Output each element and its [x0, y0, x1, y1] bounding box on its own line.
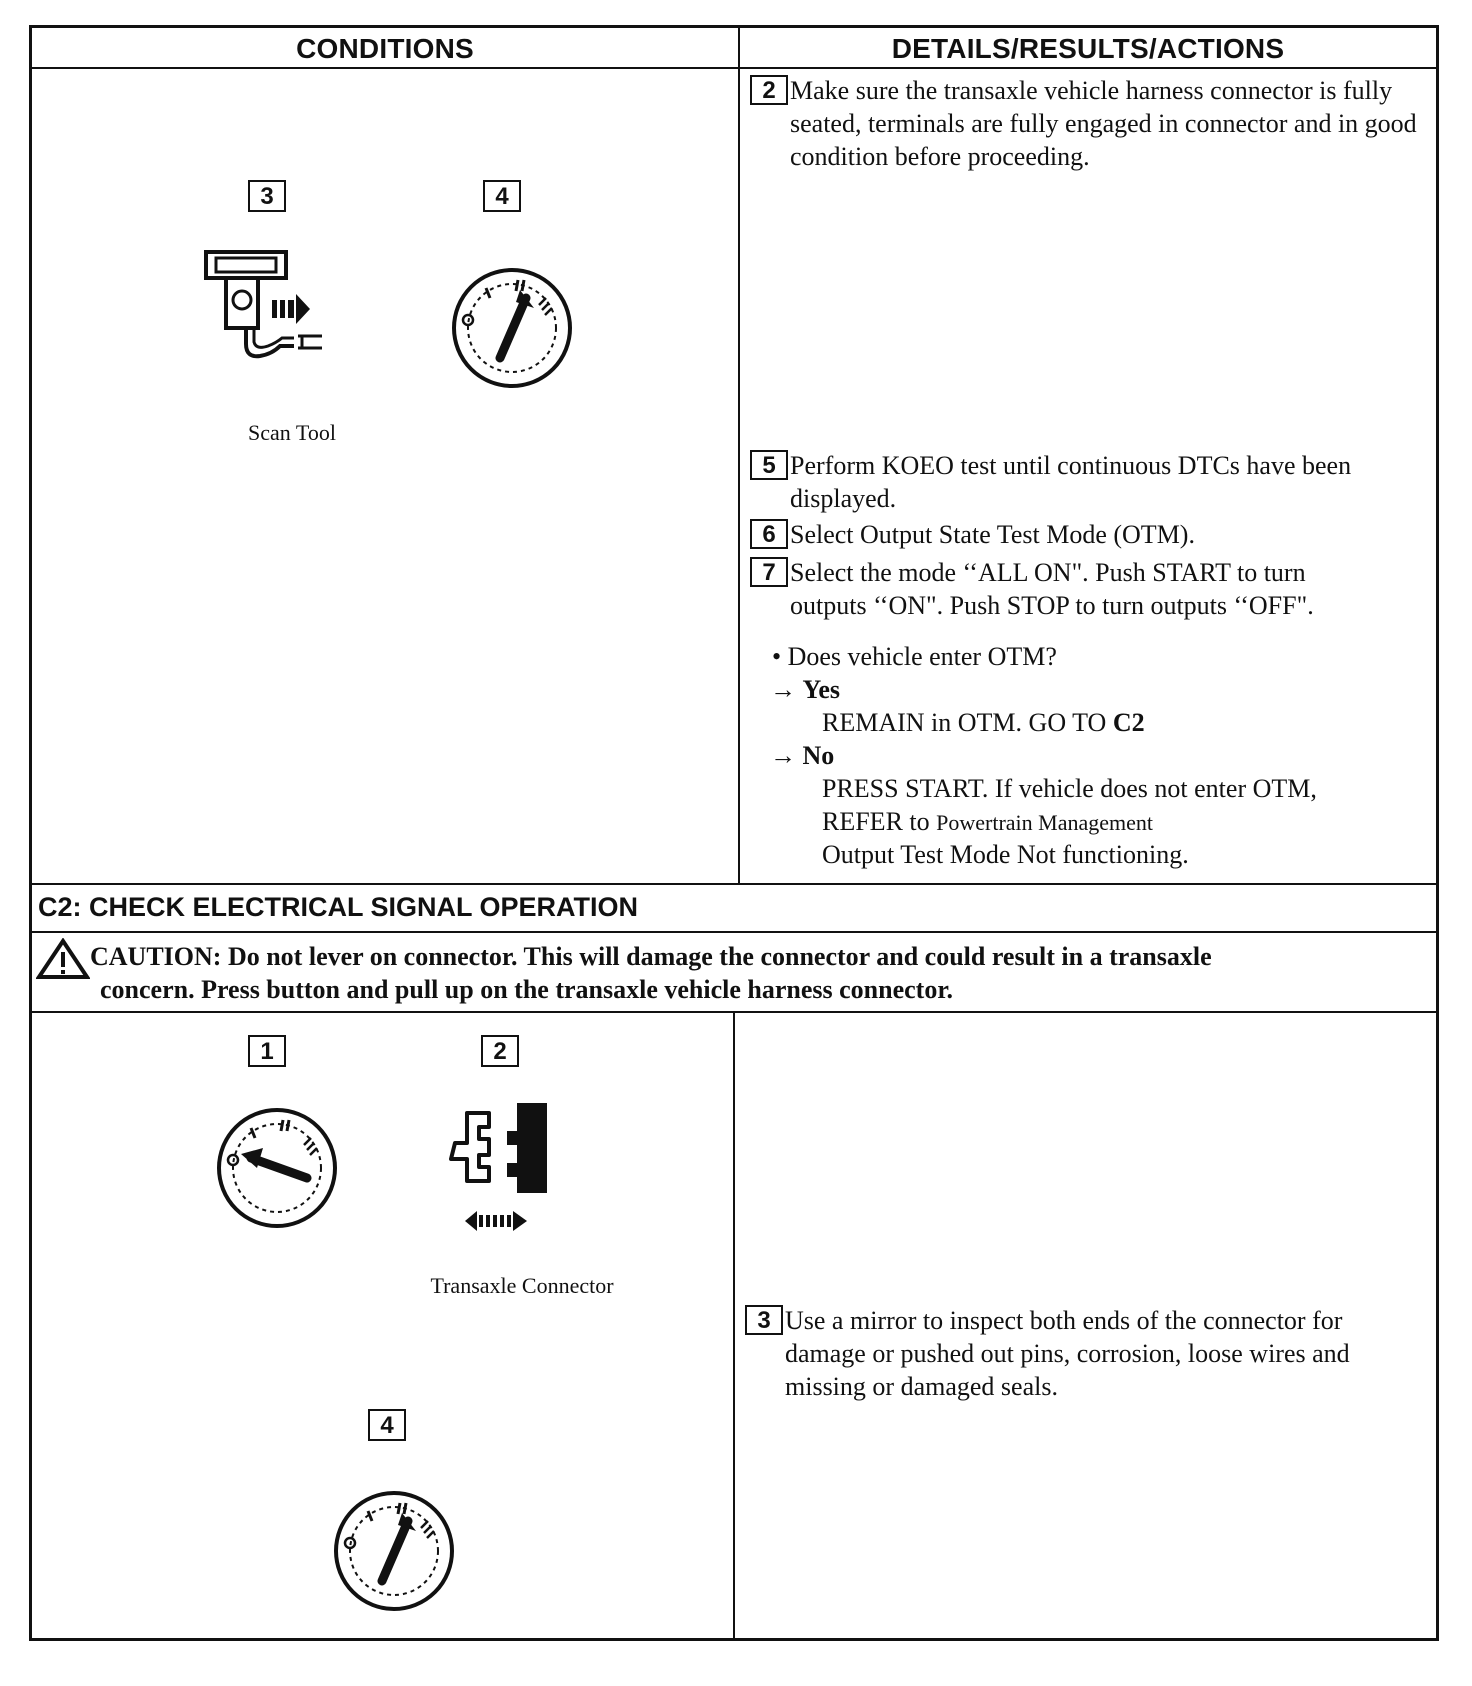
step-7-line-1: Select the mode ‘‘ALL ON". Push START to turn — [790, 558, 1306, 587]
column-divider-bottom — [733, 1012, 735, 1640]
no-action-line-3: Output Test Mode Not functioning. — [822, 840, 1189, 869]
step-box-4: 4 — [483, 180, 521, 212]
caution-line-2: concern. Press button and pull up on the transaxle vehicle harness connector. — [100, 975, 953, 1004]
step-7-text — [790, 556, 1434, 622]
step-7-number: 7 — [750, 557, 788, 587]
title-divider — [32, 931, 1436, 933]
column-divider-top — [738, 28, 740, 883]
warning-triangle-icon — [36, 938, 90, 980]
step-6-number: 6 — [750, 519, 788, 549]
details-header: DETAILS/RESULTS/ACTIONS — [891, 33, 1285, 64]
step-7 — [750, 556, 1434, 622]
step-5-text: Perform KOEO test until continuous DTCs have been displayed. — [790, 451, 1352, 513]
step-2-number: 2 — [750, 75, 788, 105]
section-divider — [32, 883, 1436, 885]
caution-line-1: CAUTION: Do not lever on connector. This will damage the connector and could result in a transaxle — [90, 942, 1212, 971]
no-action-line-1: PRESS START. If vehicle does not enter OTM, — [822, 774, 1317, 803]
yes-label: Yes — [802, 675, 841, 704]
step-box-2: 2 — [481, 1035, 519, 1067]
yes-branch — [770, 673, 840, 706]
step-3-text — [785, 1304, 1435, 1403]
step-3-line-1: Use a mirror to inspect both ends of the connector for — [785, 1306, 1343, 1335]
no-action-line-2 — [822, 805, 1153, 839]
no-action-refer: REFER to — [822, 807, 937, 836]
no-label: No — [802, 741, 835, 770]
step-6-text: Select Output State Test Mode (OTM). — [790, 520, 1195, 549]
section-c2-title: C2: CHECK ELECTRICAL SIGNAL OPERATION — [38, 892, 639, 922]
step-2 — [750, 74, 1434, 174]
step-box-3: 3 — [248, 180, 286, 212]
scan-tool-label: Scan Tool — [248, 420, 336, 445]
step-2-text: Make sure the transaxle vehicle harness connector is fully seated, terminals are fully engaged in connector and in good condition before proceeding. — [790, 76, 1417, 171]
step-7-line-2: outputs ‘‘ON". Push STOP to turn outputs ‘‘OFF". — [790, 591, 1314, 620]
yes-action — [822, 706, 1145, 739]
step-3-line-3: missing or damaged seals. — [785, 1372, 1058, 1401]
conditions-header: CONDITIONS — [296, 33, 474, 64]
no-arrow: → — [770, 741, 796, 770]
no-branch — [770, 739, 834, 772]
yes-action-text: REMAIN in OTM. GO TO — [822, 708, 1113, 737]
ignition-switch-run-icon — [442, 258, 582, 398]
step-3-line-2: damage or pushed out pins, corrosion, loose wires and — [785, 1339, 1350, 1368]
scan-tool-icon — [202, 248, 352, 388]
ignition-switch-lock-icon — [207, 1098, 347, 1238]
ignition-switch-run-icon-lower — [324, 1481, 464, 1621]
step-box-4-lower: 4 — [368, 1409, 406, 1441]
diagnostic-table — [29, 25, 1439, 1641]
step-5-number: 5 — [750, 450, 788, 480]
header-divider — [32, 67, 1436, 69]
yes-arrow: → — [770, 675, 796, 704]
step-3 — [745, 1304, 1435, 1404]
connector-disconnect-icon — [437, 1093, 597, 1243]
step-box-1: 1 — [248, 1035, 286, 1067]
step-5 — [750, 449, 1434, 515]
otm-question: • Does vehicle enter OTM? — [772, 642, 1057, 671]
transaxle-connector-label: Transaxle Connector — [430, 1273, 614, 1298]
yes-action-ref: C2 — [1112, 708, 1145, 737]
step-3-number: 3 — [745, 1305, 783, 1335]
no-action-powertrain-ref: Powertrain Management — [936, 810, 1154, 835]
step-6 — [750, 518, 1434, 551]
